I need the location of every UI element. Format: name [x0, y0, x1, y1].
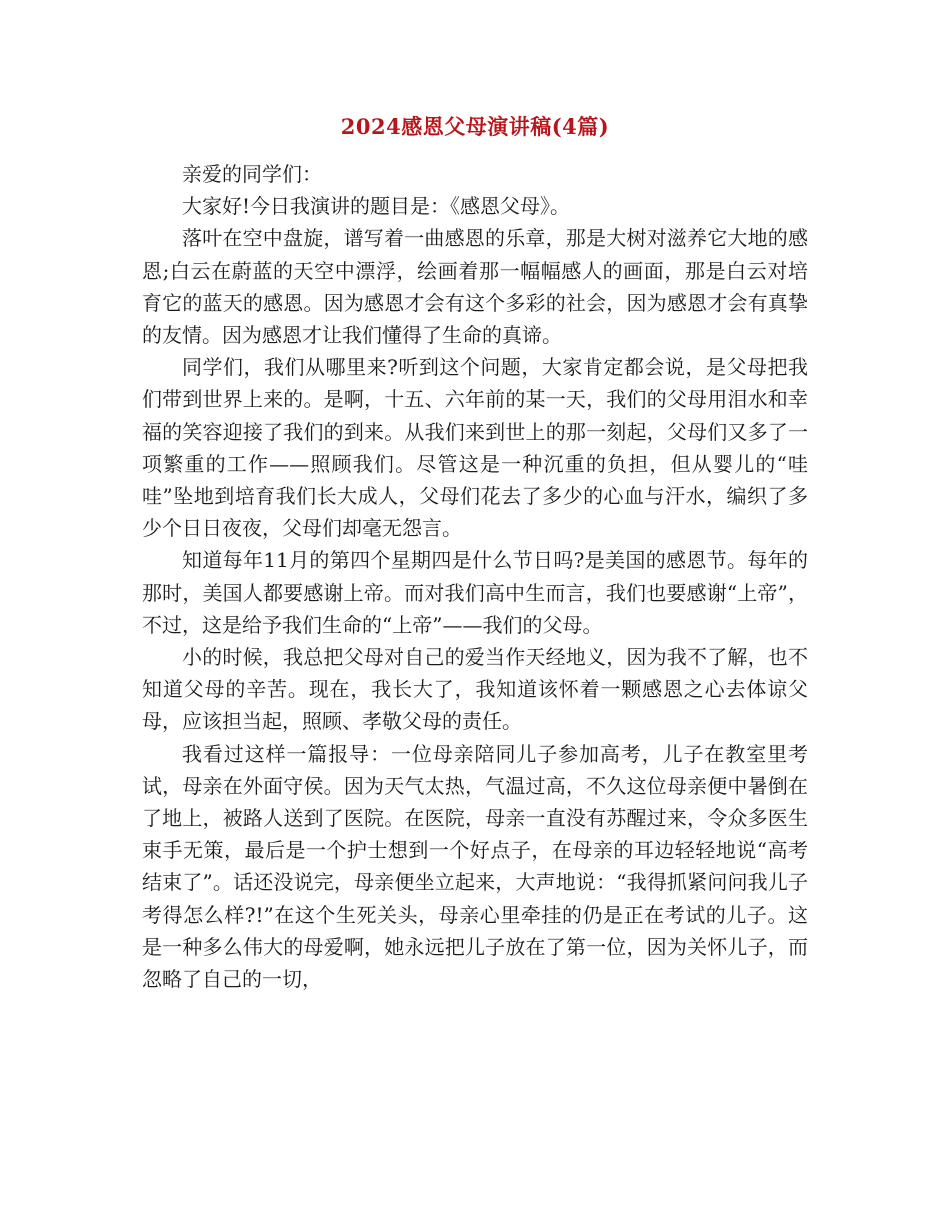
document-title: 2024感恩父母演讲稿(4篇): [340, 114, 610, 139]
paragraph-story: 我看过这样一篇报导：一位母亲陪同儿子参加高考，儿子在教室里考试，母亲在外面守侯。因为天气太热，气温过高，不久这位母亲便中暑倒在了地上，被路人送到了医院。在医院，母亲一直没有苏醒过来，令众多医生束手无策，最后是一个护士想到一个好点子，在母亲的耳边轻轻地说“高考结束了”。话还没说完，母亲便坐立起来，大声地说：“我得抓紧问问我儿子考得怎么样?!”在这个生死关头，母亲心里牵挂的仍是正在考试的儿子。这是一种多么伟大的母爱啊，她永远把儿子放在了第一位，因为关怀儿子，而忽略了自己的一切，: [142, 741, 808, 992]
paragraph-leaves: 落叶在空中盘旋，谱写着一曲感恩的乐章，那是大树对滋养它大地的感恩;白云在蔚蓝的天空中漂浮，绘画着那一幅幅感人的画面，那是白云对培育它的蓝天的感恩。因为感恩才会有这个多彩的社会，因为感恩才会有真挚的友情。因为感恩才让我们懂得了生命的真谛。: [142, 226, 808, 348]
paragraph-thanksgiving: 知道每年11月的第四个星期四是什么节日吗?是美国的感恩节。每年的那时，美国人都要感谢上帝。而对我们高中生而言，我们也要感谢“上帝”，不过，这是给予我们生命的“上帝”——我们的父母。: [142, 548, 808, 637]
paragraph-greeting: 亲爱的同学们：: [182, 162, 322, 186]
document-body: [142, 158, 808, 995]
paragraph-opening: 大家好!今日我演讲的题目是：《感恩父母》。: [182, 194, 571, 219]
paragraph-childhood: 小的时候，我总把父母对自己的爱当作天经地义，因为我不了解，也不知道父母的辛苦。现在，我长大了，我知道该怀着一颗感恩之心去体谅父母，应该担当起，照顾、孝敬父母的责任。: [142, 645, 808, 734]
paragraph-origin: 同学们，我们从哪里来?听到这个问题，大家肯定都会说，是父母把我们带到世界上来的。是啊，十五、六年前的某一天，我们的父母用泪水和幸福的笑容迎接了我们的到来。从我们来到世上的那一刻起，父母们又多了一项繁重的工作——照顾我们。尽管这是一种沉重的负担，但从婴儿的“哇哇”坠地到培育我们长大成人，父母们花去了多少的心血与汗水，编织了多少个日日夜夜，父母们却毫无怨言。: [142, 355, 808, 541]
